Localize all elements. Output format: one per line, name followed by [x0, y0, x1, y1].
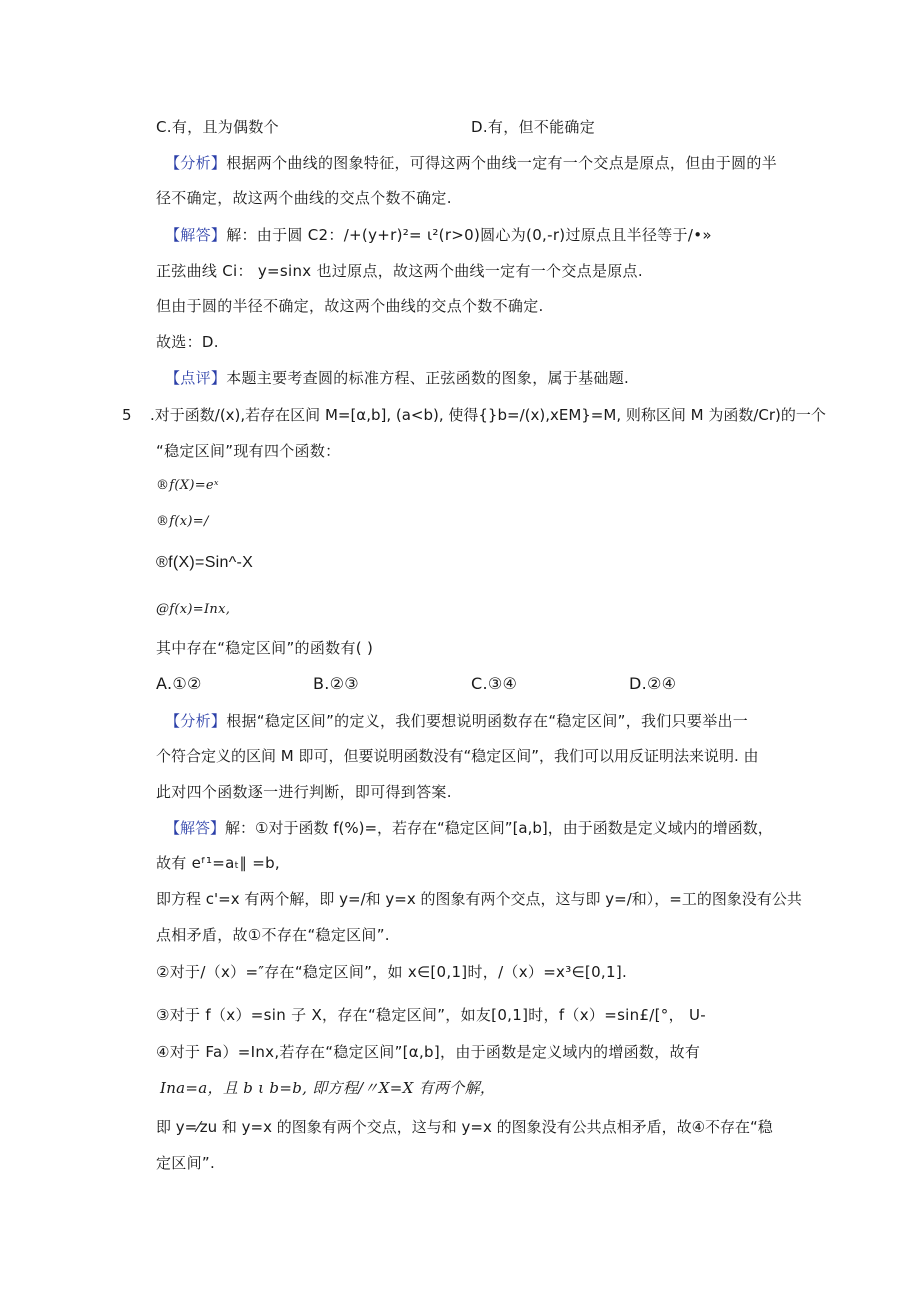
q5-choice-b: B.②③ [313, 674, 359, 693]
analysis-text: 根据“稳定区间”的定义，我们要想说明函数存在“稳定区间”，我们只要举出一 [226, 712, 749, 730]
solution-text: 解：由于圆 C2：/+(y+r)²= ι²(r>0)圆心为(0,-r)过原点且半径等于/•» [226, 226, 712, 244]
q4-analysis-line-1 [165, 153, 777, 173]
q5-stem-line-1: .对于函数/(x),若存在区间 M=[α,b], (a<b), 使得{}b=/(x),xEM}=M, 则称区间 M 为函数/Cr)的一个 [150, 406, 826, 424]
q4-analysis-line-2: 径不确定，故这两个曲线的交点个数不确定. [156, 189, 452, 207]
solution-text: 解：①对于函数 f(%)=，若存在“稳定区间”[a,b]，由于函数是定义域内的增函数， [225, 819, 773, 837]
q4-solution-line-1 [165, 225, 712, 245]
q5-solution-line-8: Ina=a，且 b ι b=b, 即方程/〃X=X 有两个解， [160, 1079, 496, 1097]
q5-solution-line-3: 即方程 c'=x 有两个解，即 y=/和 y=x 的图象有两个交点，这与即 y=/和），=工的图象没有公共 [156, 890, 802, 908]
analysis-text: 根据两个曲线的图象特征，可得这两个曲线一定有一个交点是原点，但由于圆的半 [226, 154, 778, 172]
comment-tag: 【点评】 [165, 369, 227, 387]
q5-solution-line-9: 即 y=⁄zu 和 y=x 的图象有两个交点，这与和 y=x 的图象没有公共点相矛盾，故④不存在“稳 [156, 1118, 773, 1136]
q5-choice-d: D.②④ [629, 674, 677, 693]
q5-solution-line-2: 故有 eᶠ¹=aₜ∥ =b, [156, 854, 280, 872]
q5-analysis-line-3: 此对四个函数逐一进行判断，即可得到答案. [156, 783, 452, 801]
solution-tag: 【解答】 [165, 819, 226, 837]
q5-function-1: ®f(X)=eˣ [156, 478, 219, 493]
q4-choice-d: D.有，但不能确定 [471, 118, 596, 136]
analysis-tag: 【分析】 [165, 712, 227, 730]
solution-tag: 【解答】 [165, 226, 227, 244]
q4-choice-c: C.有，且为偶数个 [156, 118, 279, 136]
q5-solution-line-7: ④对于 Fa）=Inx,若存在“稳定区间”[α,b]，由于函数是定义域内的增函数，故有 [156, 1043, 701, 1061]
q4-solution-line-2: 正弦曲线 Ci： y=sinx 也过原点，故这两个曲线一定有一个交点是原点. [156, 262, 643, 280]
q5-number: 5 [122, 406, 132, 424]
q5-solution-line-4: 点相矛盾，故①不存在“稳定区间”. [156, 926, 390, 944]
q4-comment-line [165, 368, 629, 388]
comment-text: 本题主要考查圆的标准方程、正弦函数的图象，属于基础题. [226, 369, 630, 387]
q5-choice-a: A.①② [156, 674, 202, 693]
q5-stem-line-2: “稳定区间”现有四个函数： [156, 442, 341, 460]
q5-solution-line-10: 定区间”. [156, 1154, 216, 1172]
q5-function-2: ®f(x)=/ [156, 514, 209, 529]
q5-analysis-line-2: 个符合定义的区间 M 即可，但要说明函数没有“稳定区间”，我们可以用反证明法来说明. 由 [156, 747, 759, 765]
q5-question: 其中存在“稳定区间”的函数有( ) [156, 639, 374, 657]
q5-choice-c: C.③④ [471, 674, 518, 693]
q4-solution-line-4: 故选：D. [156, 333, 219, 351]
q5-solution-line-1 [165, 818, 773, 838]
q5-function-3: ®f(X)=Sin^-X [156, 554, 254, 571]
q5-solution-line-6: ③对于 f（x）=sin 子 X，存在“稳定区间”，如友[0,1]时，f（x）=sin£/[°， U- [156, 1006, 706, 1024]
q5-function-4: @f(x)=Inx, [156, 602, 231, 617]
q5-analysis-line-1 [165, 711, 748, 731]
q4-solution-line-3: 但由于圆的半径不确定，故这两个曲线的交点个数不确定. [156, 297, 544, 315]
analysis-tag: 【分析】 [165, 154, 227, 172]
q5-solution-line-5: ②对于/（x）=″存在“稳定区间”，如 x∈[0,1]时，/（x）=x³∈[0,1]. [156, 963, 628, 981]
